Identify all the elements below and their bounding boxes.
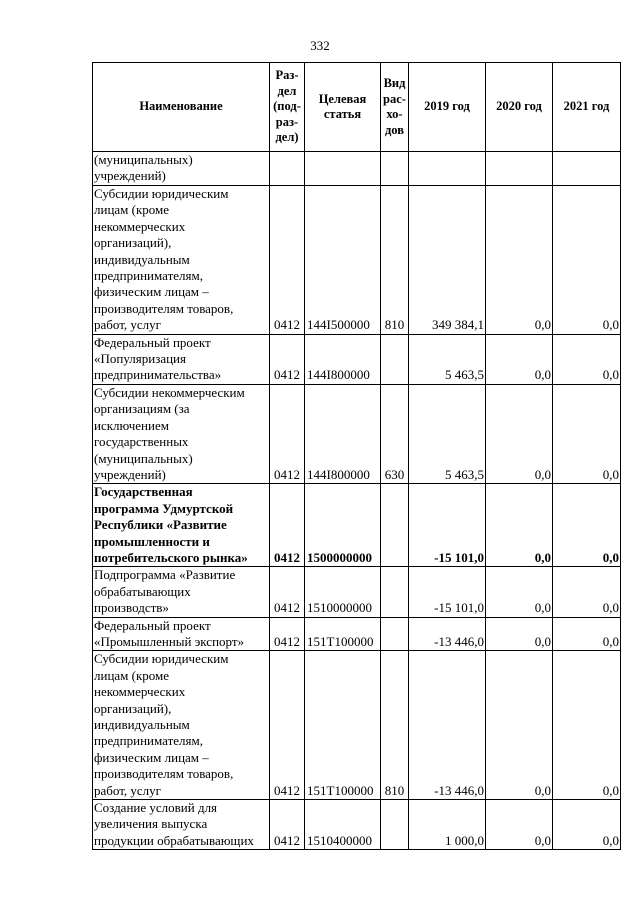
row-target [305, 152, 381, 186]
row-2021: 0,0 [553, 186, 621, 335]
table-row [93, 334, 621, 384]
row-expense [381, 567, 409, 617]
row-2020: 0,0 [486, 617, 553, 651]
row-target: 1510000000 [305, 567, 381, 617]
row-name: Создание условий для увеличения выпуска продукции обрабатывающих [93, 800, 270, 850]
row-section: 0412 [270, 384, 305, 483]
row-name: Субсидии юридическим лицам (кроме некоммерческих организаций), индивидуальным предпринимателям, физическим лицам – производителям товаров, работ, услуг [93, 651, 270, 800]
row-2020: 0,0 [486, 334, 553, 384]
row-name: Государственная программа Удмуртской Республики «Развитие промышленности и потребительского рынка» [93, 484, 270, 567]
row-name: Субсидии некоммерческим организациям (за исключением государственных (муниципальных) учреждений) [93, 384, 270, 483]
row-2021: 0,0 [553, 384, 621, 483]
row-2020: 0,0 [486, 186, 553, 335]
table-row [93, 617, 621, 651]
row-2019: -15 101,0 [409, 484, 486, 567]
row-expense: 810 [381, 186, 409, 335]
row-2021: 0,0 [553, 651, 621, 800]
row-expense [381, 800, 409, 850]
page-number: 332 [310, 38, 330, 53]
row-2019: 5 463,5 [409, 334, 486, 384]
row-section: 0412 [270, 567, 305, 617]
row-target: 144I800000 [305, 334, 381, 384]
row-2019: -13 446,0 [409, 651, 486, 800]
row-name: Субсидии юридическим лицам (кроме некоммерческих организаций), индивидуальным предпринимателям, физическим лицам – производителям товаров, работ, услуг [93, 186, 270, 335]
row-expense [381, 484, 409, 567]
table-row [93, 651, 621, 800]
row-expense [381, 152, 409, 186]
row-2020: 0,0 [486, 567, 553, 617]
row-2021: 0,0 [553, 484, 621, 567]
row-2021: 0,0 [553, 334, 621, 384]
header-name: Наименование [93, 63, 270, 152]
row-target: 1510400000 [305, 800, 381, 850]
row-section: 0412 [270, 651, 305, 800]
row-target: 144I800000 [305, 384, 381, 483]
row-target: 151T100000 [305, 651, 381, 800]
row-2019: 5 463,5 [409, 384, 486, 483]
row-2019: 349 384,1 [409, 186, 486, 335]
header-2019: 2019 год [409, 63, 486, 152]
row-expense [381, 334, 409, 384]
row-2019: -15 101,0 [409, 567, 486, 617]
row-target: 151T100000 [305, 617, 381, 651]
row-section: 0412 [270, 800, 305, 850]
row-2020: 0,0 [486, 384, 553, 483]
row-2020: 0,0 [486, 484, 553, 567]
row-section: 0412 [270, 484, 305, 567]
row-2019: 1 000,0 [409, 800, 486, 850]
header-target: Целевая статья [305, 63, 381, 152]
header-2020: 2020 год [486, 63, 553, 152]
row-2021: 0,0 [553, 617, 621, 651]
table-header-row [93, 63, 621, 152]
budget-table [92, 62, 621, 850]
row-section [270, 152, 305, 186]
table-row [93, 186, 621, 335]
header-2021: 2021 год [553, 63, 621, 152]
row-expense [381, 617, 409, 651]
row-expense: 810 [381, 651, 409, 800]
table-row [93, 484, 621, 567]
row-2021: 0,0 [553, 567, 621, 617]
row-2021 [553, 152, 621, 186]
row-section: 0412 [270, 186, 305, 335]
row-section: 0412 [270, 617, 305, 651]
row-target: 1500000000 [305, 484, 381, 567]
row-target: 144I500000 [305, 186, 381, 335]
row-name: Подпрограмма «Развитие обрабатывающих производств» [93, 567, 270, 617]
row-2021: 0,0 [553, 800, 621, 850]
header-section: Раз- дел (под- раз- дел) [270, 63, 305, 152]
row-name: Федеральный проект «Популяризация предпринимательства» [93, 334, 270, 384]
table-row [93, 152, 621, 186]
row-name: (муниципальных) учреждений) [93, 152, 270, 186]
row-section: 0412 [270, 334, 305, 384]
row-2019 [409, 152, 486, 186]
table-row [93, 384, 621, 483]
table-row [93, 567, 621, 617]
header-expense: Вид рас- хо- дов [381, 63, 409, 152]
row-2020 [486, 152, 553, 186]
row-name: Федеральный проект «Промышленный экспорт» [93, 617, 270, 651]
row-2019: -13 446,0 [409, 617, 486, 651]
row-2020: 0,0 [486, 651, 553, 800]
table-row [93, 800, 621, 850]
row-expense: 630 [381, 384, 409, 483]
row-2020: 0,0 [486, 800, 553, 850]
